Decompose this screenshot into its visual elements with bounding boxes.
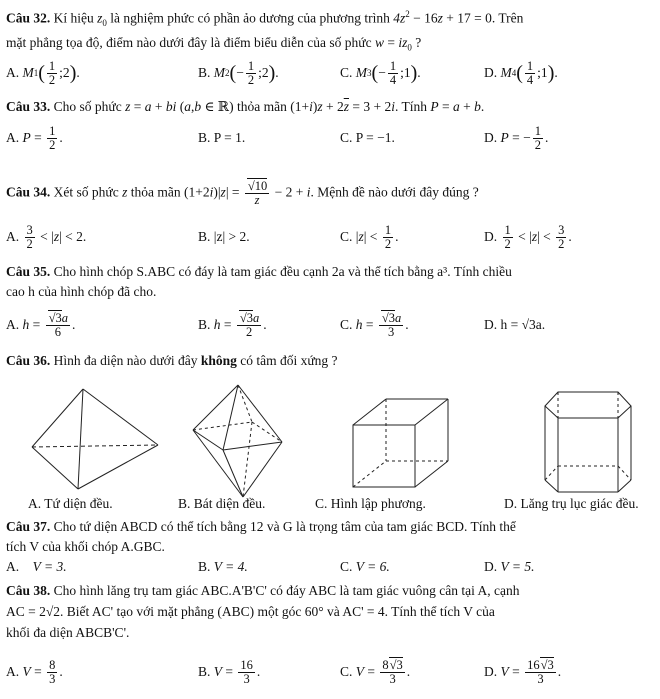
option-b[interactable]: B. V = $\frac{16}{3}$ . xyxy=(198,657,261,686)
question-33-options xyxy=(6,123,654,153)
option-b[interactable]: B. Bát diện đều. xyxy=(178,496,266,511)
hexagonal-prism-figure xyxy=(540,388,636,498)
question-32-options xyxy=(6,58,654,88)
option-b[interactable]: B. h = $\frac{√3a}{2}$ . xyxy=(198,310,267,339)
option-d[interactable]: D. V = $\frac{16√3}{3}$ . xyxy=(484,657,562,686)
question-38-options xyxy=(6,652,654,692)
question-35: Câu 35. Cho hình chóp S.ABC có đáy là tam giác đều cạnh 2a và thể tích bằng a³. Tính chiều cao h của hình chóp đã cho. xyxy=(6,264,512,299)
question-34: Câu 34. Xét số phức z thỏa mãn (1+2i)|z| = $\frac{√10}{z}$ − 2 + i. Mệnh đề nào dưới đây đúng ? xyxy=(6,179,479,207)
tetrahedron-figure xyxy=(28,385,163,493)
option-a[interactable]: A. $\frac{3}{2}$ < | z | < 2. xyxy=(6,222,87,251)
question-number: Câu 32. xyxy=(6,10,51,26)
option-c[interactable]: C. Hình lập phương. xyxy=(315,496,426,511)
option-c[interactable]: C. M 3 ( − $\frac{1}{4}$ ;1 ) . xyxy=(340,58,421,87)
octahedron-figure xyxy=(190,382,290,500)
option-b[interactable]: B. M 2 ( − $\frac{1}{2}$ ;2 ) . xyxy=(198,58,279,87)
option-c[interactable]: C. h = $\frac{√3a}{3}$ . xyxy=(340,310,409,339)
option-c[interactable]: C. V = 6. xyxy=(340,559,390,574)
option-d[interactable]: D. h = √3a. xyxy=(484,317,546,332)
cube-figure xyxy=(350,395,452,493)
option-a[interactable]: A. V = $\frac{8}{3}$ . xyxy=(6,657,63,686)
option-d[interactable]: D. M 4 ( $\frac{1}{4}$ ;1 ) . xyxy=(484,58,558,87)
option-a[interactable]: A. Tứ diện đều. xyxy=(28,496,113,511)
option-a[interactable]: A. V = 3. xyxy=(6,559,67,574)
option-b[interactable]: B. |z| > 2. xyxy=(198,229,250,244)
option-d[interactable]: D. Lăng trụ lục giác đều. xyxy=(504,496,639,511)
option-d[interactable]: D. P = − $\frac{1}{2}$ . xyxy=(484,123,549,152)
question-37: Câu 37. Cho tứ diện ABCD có thể tích bằng 12 và G là trọng tâm của tam giác BCD. Tính thể tích V của khối chóp A.GBC. xyxy=(6,519,516,554)
option-d[interactable]: D. V = 5. xyxy=(484,559,535,574)
option-d[interactable]: D. $\frac{1}{2}$ < | z | < $\frac{3}{2}$ . xyxy=(484,222,572,251)
option-b[interactable]: B. P = 1. xyxy=(198,130,246,145)
question-38: Câu 38. Cho hình lăng trụ tam giác ABC.A'B'C' có đáy ABC là tam giác vuông cân tại A, cạnh AC = 2√2. Biết AC' tạo với mặt phẳng (ABC) một góc 60° và AC' = 4. Tính thể tích V của khối đa diện ABCB'C'. xyxy=(6,583,520,640)
option-c[interactable]: C. | z | < $\frac{1}{2}$ . xyxy=(340,222,399,251)
option-c[interactable]: C. P = −1. xyxy=(340,130,395,145)
option-a[interactable]: A. P = $\frac{1}{2}$ . xyxy=(6,123,63,152)
question-35-options xyxy=(6,310,654,340)
question-36: Câu 36. Hình đa diện nào dưới đây không có tâm đối xứng ? xyxy=(6,353,338,368)
question-37-options xyxy=(6,556,654,578)
option-a[interactable]: A. h = $\frac{√3a}{6}$ . xyxy=(6,310,76,339)
option-c[interactable]: C. V = $\frac{8√3}{3}$ . xyxy=(340,657,411,686)
question-32: Câu 32. Kí hiệu $z_0$ là nghiệm phức có phần ảo dương của phương trình $4z^2 - 16z + 17 = 0$. Trên mặt phẳng tọa độ, điểm nào dưới đây là điểm biểu diễn của số phức $w = iz_0$ ? xyxy=(6,9,524,53)
question-34-options xyxy=(6,222,654,252)
question-33: Câu 33. Cho số phức z = a + bi (a,b ∈ ℝ) thỏa mãn $(1+i)z + 2\overline{z} = 3 + 2i$. Tính P = a + b. xyxy=(6,99,485,114)
option-a[interactable]: A. M 1 ( $\frac{1}{2}$ ;2 ) . xyxy=(6,58,80,87)
option-b[interactable]: B. V = 4. xyxy=(198,559,248,574)
